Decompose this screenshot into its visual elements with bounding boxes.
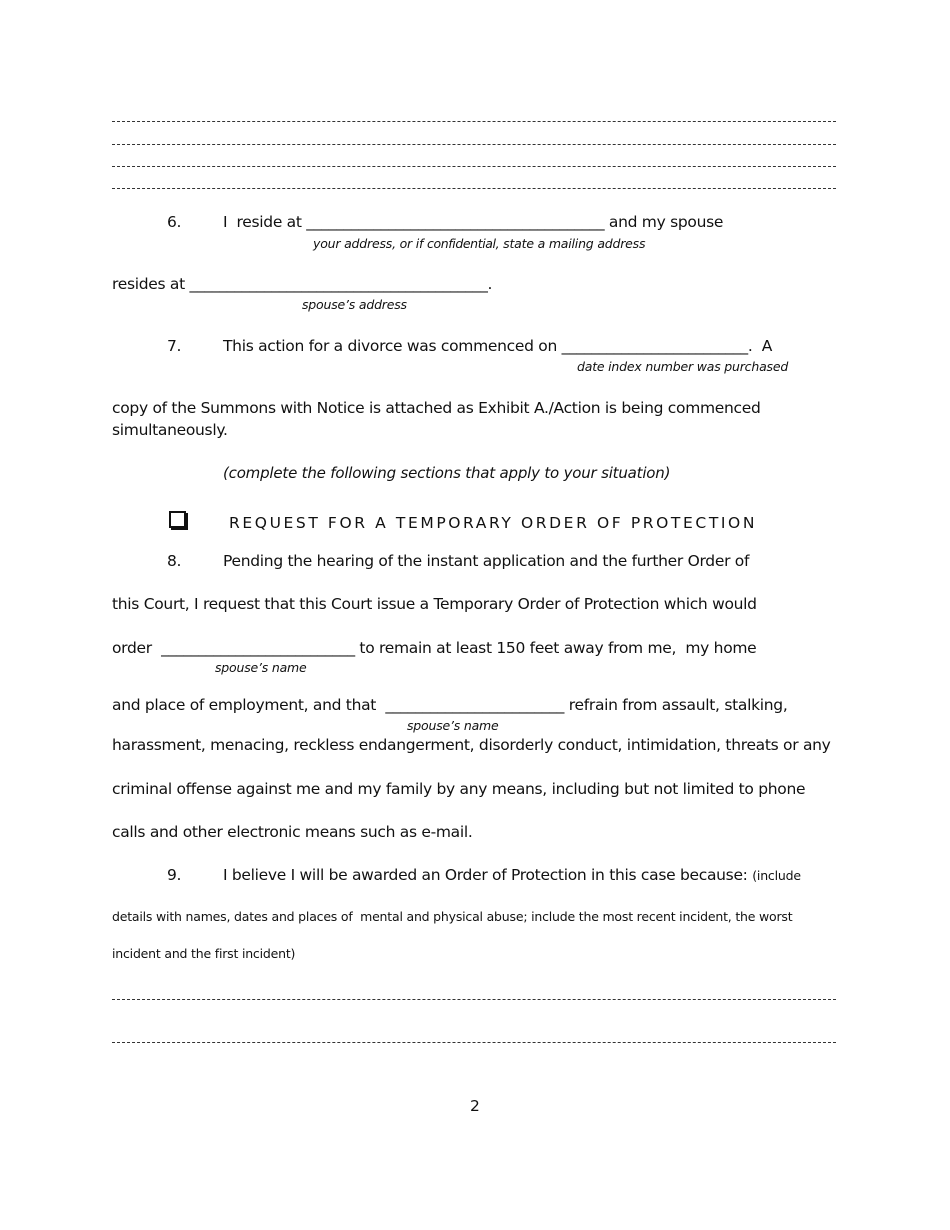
field-caption-date: date index number was purchased (577, 359, 789, 374)
section-heading: REQUEST FOR A TEMPORARY ORDER OF PROTECTION (229, 514, 758, 532)
field-caption-address (313, 236, 645, 251)
paragraph-8-line-2: this Court, I request that this Court issue a Temporary Order of Protection which would (112, 595, 757, 613)
answer-line (112, 166, 836, 167)
paragraph-number: 6. (167, 213, 182, 231)
paragraph-9-instruction: (include (752, 868, 801, 883)
caption-emphasis: confidential (427, 236, 496, 251)
answer-line (112, 121, 836, 122)
paragraph-9-line-3: incident and the first incident) (112, 946, 296, 961)
paragraph-8-line-1: Pending the hearing of the instant application and the further Order of (223, 552, 750, 570)
instruction-text: (complete the following sections that apply to your situation) (223, 464, 671, 482)
paragraph-8-line-3: order __________________________ to remain at least 150 feet away from me, my home (112, 639, 757, 657)
paragraph-8-line-7: calls and other electronic means such as e-mail. (112, 823, 473, 841)
answer-line (112, 144, 836, 145)
section-checkbox[interactable] (169, 511, 186, 528)
field-caption-spouse-name: spouse’s name (215, 660, 307, 675)
paragraph-7-line-1: This action for a divorce was commenced on _________________________. A (223, 337, 773, 355)
caption-part: , state a mailing address (495, 236, 646, 251)
paragraph-number: 8. (167, 552, 182, 570)
page-number: 2 (470, 1097, 480, 1115)
caption-part: your address, or if (313, 236, 428, 251)
paragraph-7-line-3: simultaneously. (112, 421, 228, 439)
paragraph-9-line-1 (223, 866, 801, 884)
paragraph-8-line-5: harassment, menacing, reckless endangerment, disorderly conduct, intimidation, threats or any (112, 736, 831, 754)
answer-line (112, 999, 836, 1000)
paragraph-number: 7. (167, 337, 182, 355)
paragraph-9-line-2: details with names, dates and places of mental and physical abuse; include the most recent incident, the worst (112, 909, 793, 924)
paragraph-6-line-2: resides at ________________________________________. (112, 275, 493, 293)
paragraph-8-line-4: and place of employment, and that ________________________ refrain from assault, stalking, (112, 696, 788, 714)
field-caption-spouse-name: spouse’s name (407, 718, 499, 733)
answer-line (112, 188, 836, 189)
field-caption-spouse-address: spouse’s address (302, 297, 407, 312)
paragraph-8-line-6: criminal offense against me and my family by any means, including but not limited to phone (112, 780, 806, 798)
paragraph-7-line-2: copy of the Summons with Notice is attached as Exhibit A./Action is being commenced (112, 399, 761, 417)
paragraph-number: 9. (167, 866, 182, 884)
paragraph-6-line-1: I reside at ________________________________________ and my spouse (223, 213, 724, 231)
answer-line (112, 1042, 836, 1043)
paragraph-9-lead: I believe I will be awarded an Order of Protection in this case because: (223, 866, 748, 884)
